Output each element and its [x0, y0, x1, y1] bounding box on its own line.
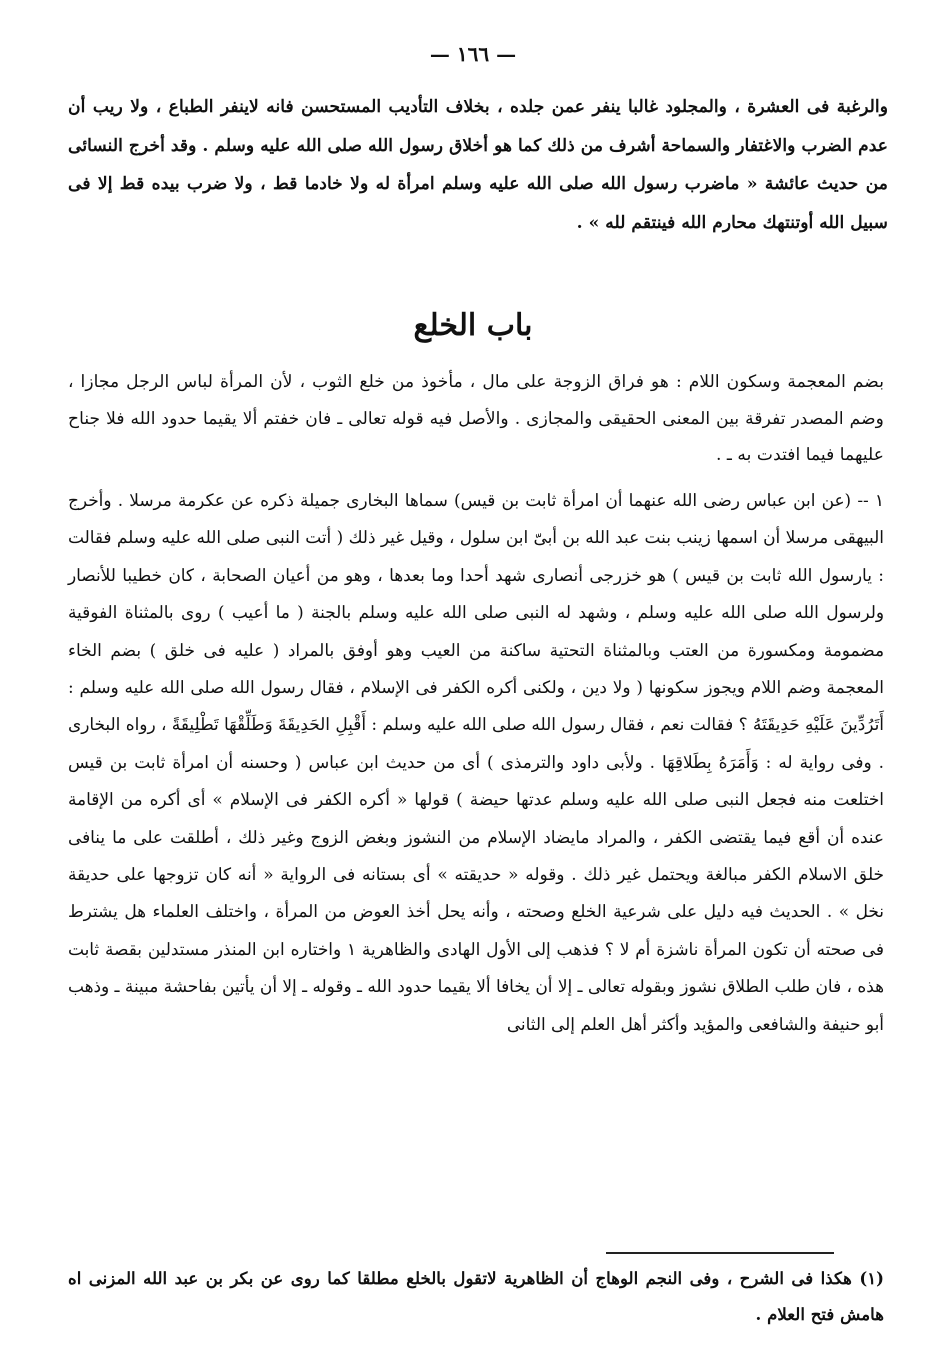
hadith-paragraph: ١ -- (عن ابن عباس رضى الله عنهما أن امرأة ثابت بن قيس) سماها البخارى جميلة ذكره عن عكرمة مرسلا . وأخرج البيهقى مرسلا أن اسمها زينب بنت عبد الله بن أبىّ ابن سلول ، وقيل غير ذلك ( أتت النبى صلى الله عليه وسلم فقالت : يارسول الله ثابت بن قيس ) هو خزرجى أنصارى شهد أحدا وما بعدها ، وهو من أعيان الصحابة ، كان خطيبا للأنصار ولرسول الله صلى الله عليه وسلم ، وشهد له النبى صلى الله عليه وسلم بالجنة ( ما أعيب ) روى بالمثناة الفوقية مضمومة ومكسورة من العتب وبالمثناة التحتية ساكنة من العيب وهو أوفق بالمراد ( عليه فى خلق ) بضم الخاء المعجمة وضم اللام ويجوز سكونها ( ولا دين ، ولكنى أكره الكفر فى الإسلام ، فقال رسول الله صلى الله عليه وسلم : أَتَرُدِّينَ عَلَيْهِ حَدِيقَتَهُ ؟ فقالت نعم ، فقال رسول الله صلى الله عليه وسلم : أَقْبِلِ الحَدِيقَةَ وَطَلِّقْهَا تَطْلِيقَةً ، رواه البخارى . وفى رواية له : وَأَمَرَهُ بِطَلاقِهَا . ولأبى داود والترمذى ) أى من حديث ابن عباس ( وحسنه أن امرأة ثابت بن قيس اختلعت منه فجعل النبى صلى الله عليه وسلم عدتها حيضة ) قولها « أكره الكفر فى الإسلام » أى أكره من الإقامة عنده أن أقع فيما يقتضى الكفر ، والمراد مايضاد الإسلام من النشوز وبغض الزوج وغير ذلك ، أطلقت على ما ينافى خلق الاسلام الكفر مبالغة ويحتمل غير ذلك . وقوله « حديقته » أى بستانه فى الرواية « أنه كان تزوجها على حديقة نخل » . الحديث فيه دليل على شرعية الخلع وصحته ، وأنه يحل أخذ العوض من المرأة ، واختلف العلماء هل يشترط فى صحته أن تكون المرأة ناشزة أم لا ؟ فذهب إلى الأول الهادى والظاهرية ١ واختاره ابن المنذر مستدلين بقصة ثابت هذه ، فان طلب الطلاق نشوز وبقوله تعالى ـ إلا أن يخافا ألا يقيما حدود الله ـ وقوله ـ إلا أن يأتين بفاحشة مبينة ـ وذهب أبو حنيفة والشافعى والمؤيد وأكثر أهل العلم إلى الثانى — [67, 490, 884, 1034]
continuation-paragraph: والرغبة فى العشرة ، والمجلود غالبا ينفر عمن جلده ، بخلاف التأديب المستحسن فانه لاينفر الطباع ، ولا ريب أن عدم الضرب والاغتفار والسماحة أشرف من ذلك كما هو أخلاق رسول الله صلى الله عليه وسلم . وقد أخرج النسائى من حديث عائشة « ماضرب رسول الله صلى الله عليه وسلم امرأة له ولا خادما قط ، ولا ضرب بيده قط إلا فى سبيل الله أوتنتهك محارم الله فينتقم لله » . — [68, 97, 888, 233]
footnote: (١) هكذا فى الشرح ، وفى النجم الوهاج أن الظاهرية لاتقول بالخلع مطلقا كما روى عن بكر بن عبد الله المزنى اه هامش فتح العلام . — [68, 1268, 884, 1324]
page-number: — ١٦٦ — — [429, 42, 517, 66]
intro-paragraph: بضم المعجمة وسكون اللام : هو فراق الزوجة على مال ، مأخوذ من خلع الثوب ، لأن المرأة لباس الرجل مجازا ، وضم المصدر تفرقة بين المعنى الحقيقى والمجازى . والأصل فيه قوله تعالى ـ فان خفتم ألا يقيما حدود الله فلا جناح عليهما فيما افتدت به ـ . — [68, 372, 884, 465]
footnote-divider — [606, 1252, 834, 1254]
chapter-title: باب الخلع — [413, 308, 533, 343]
